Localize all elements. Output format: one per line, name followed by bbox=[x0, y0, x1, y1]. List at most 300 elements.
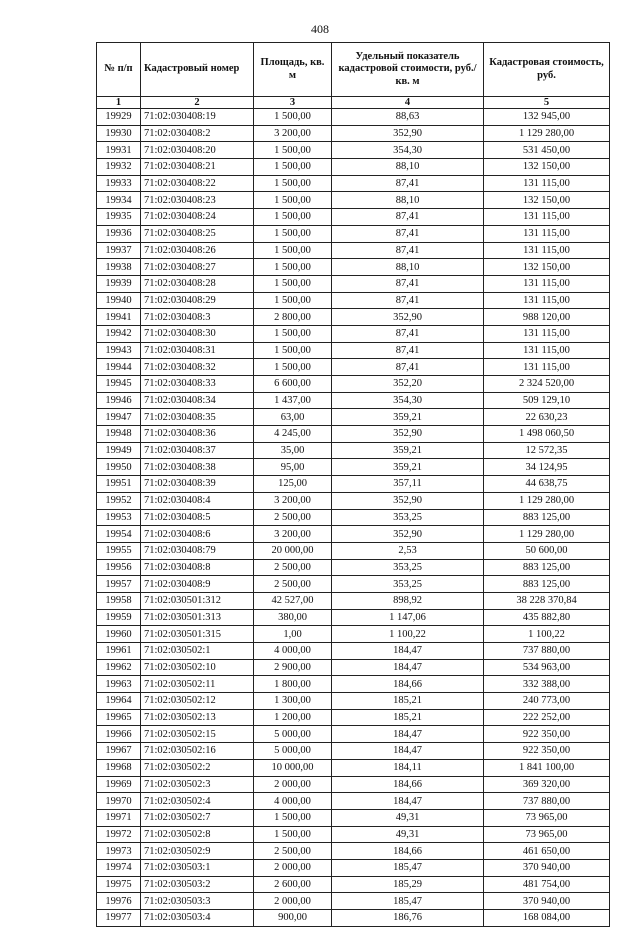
row-number-cell: 19941 bbox=[97, 309, 141, 326]
cadastral-value-cell: 737 880,00 bbox=[484, 793, 610, 810]
table-row bbox=[97, 859, 610, 876]
cadastral-value-cell: 22 630,23 bbox=[484, 409, 610, 426]
area-cell: 1 500,00 bbox=[254, 175, 332, 192]
cadastral-value-cell: 131 115,00 bbox=[484, 242, 610, 259]
cadastral-value-table bbox=[96, 42, 610, 927]
table-row bbox=[97, 809, 610, 826]
table-row bbox=[97, 142, 610, 159]
specific-value-cell: 49,31 bbox=[332, 809, 484, 826]
cadastral-number-cell: 71:02:030408:79 bbox=[141, 542, 254, 559]
cadastral-value-cell: 131 115,00 bbox=[484, 225, 610, 242]
specific-value-cell: 352,90 bbox=[332, 309, 484, 326]
table-row bbox=[97, 526, 610, 543]
row-number-cell: 19929 bbox=[97, 109, 141, 126]
table-row bbox=[97, 376, 610, 393]
cadastral-number-cell: 71:02:030503:4 bbox=[141, 910, 254, 927]
row-number-cell: 19951 bbox=[97, 476, 141, 493]
specific-value-cell: 898,92 bbox=[332, 592, 484, 609]
specific-value-cell: 87,41 bbox=[332, 209, 484, 226]
cadastral-value-cell: 332 388,00 bbox=[484, 676, 610, 693]
cadastral-number-cell: 71:02:030501:312 bbox=[141, 592, 254, 609]
cadastral-number-cell: 71:02:030502:4 bbox=[141, 793, 254, 810]
cadastral-number-cell: 71:02:030408:5 bbox=[141, 509, 254, 526]
row-number-cell: 19966 bbox=[97, 726, 141, 743]
cadastral-number-cell: 71:02:030408:20 bbox=[141, 142, 254, 159]
area-cell: 2 000,00 bbox=[254, 776, 332, 793]
cadastral-number-cell: 71:02:030502:13 bbox=[141, 709, 254, 726]
specific-value-cell: 359,21 bbox=[332, 409, 484, 426]
row-number-cell: 19963 bbox=[97, 676, 141, 693]
row-number-cell: 19938 bbox=[97, 259, 141, 276]
table-row bbox=[97, 359, 610, 376]
specific-value-cell: 87,41 bbox=[332, 275, 484, 292]
specific-value-cell: 88,63 bbox=[332, 109, 484, 126]
row-number-cell: 19952 bbox=[97, 492, 141, 509]
header-cadastral-number: Кадастровый номер bbox=[141, 43, 254, 97]
row-number-cell: 19974 bbox=[97, 859, 141, 876]
cadastral-value-cell: 73 965,00 bbox=[484, 809, 610, 826]
cadastral-value-cell: 34 124,95 bbox=[484, 459, 610, 476]
cadastral-value-cell: 1 129 280,00 bbox=[484, 492, 610, 509]
cadastral-number-cell: 71:02:030408:2 bbox=[141, 125, 254, 142]
header-row-number: № п/п bbox=[97, 43, 141, 97]
column-number: 2 bbox=[141, 97, 254, 109]
specific-value-cell: 352,90 bbox=[332, 492, 484, 509]
row-number-cell: 19947 bbox=[97, 409, 141, 426]
cadastral-number-cell: 71:02:030408:9 bbox=[141, 576, 254, 593]
specific-value-cell: 352,90 bbox=[332, 526, 484, 543]
row-number-cell: 19965 bbox=[97, 709, 141, 726]
specific-value-cell: 87,41 bbox=[332, 342, 484, 359]
specific-value-cell: 359,21 bbox=[332, 459, 484, 476]
row-number-cell: 19960 bbox=[97, 626, 141, 643]
cadastral-value-cell: 370 940,00 bbox=[484, 859, 610, 876]
row-number-cell: 19932 bbox=[97, 159, 141, 176]
area-cell: 1 500,00 bbox=[254, 359, 332, 376]
cadastral-number-cell: 71:02:030408:24 bbox=[141, 209, 254, 226]
area-cell: 2 600,00 bbox=[254, 876, 332, 893]
cadastral-number-cell: 71:02:030502:3 bbox=[141, 776, 254, 793]
table-row bbox=[97, 392, 610, 409]
row-number-cell: 19961 bbox=[97, 643, 141, 660]
row-number-cell: 19976 bbox=[97, 893, 141, 910]
specific-value-cell: 353,25 bbox=[332, 559, 484, 576]
table-row bbox=[97, 292, 610, 309]
cadastral-number-cell: 71:02:030408:32 bbox=[141, 359, 254, 376]
specific-value-cell: 1 100,22 bbox=[332, 626, 484, 643]
row-number-cell: 19934 bbox=[97, 192, 141, 209]
cadastral-value-cell: 131 115,00 bbox=[484, 209, 610, 226]
cadastral-number-cell: 71:02:030503:1 bbox=[141, 859, 254, 876]
row-number-cell: 19937 bbox=[97, 242, 141, 259]
specific-value-cell: 184,47 bbox=[332, 726, 484, 743]
table-row bbox=[97, 175, 610, 192]
cadastral-number-cell: 71:02:030408:3 bbox=[141, 309, 254, 326]
header-cadastral-value: Кадастровая стоимость, руб. bbox=[484, 43, 610, 97]
table-row bbox=[97, 759, 610, 776]
table-row bbox=[97, 643, 610, 660]
table-row bbox=[97, 843, 610, 860]
cadastral-value-cell: 131 115,00 bbox=[484, 275, 610, 292]
table-row bbox=[97, 910, 610, 927]
column-number: 4 bbox=[332, 97, 484, 109]
area-cell: 6 600,00 bbox=[254, 376, 332, 393]
cadastral-value-cell: 131 115,00 bbox=[484, 175, 610, 192]
specific-value-cell: 186,76 bbox=[332, 910, 484, 927]
specific-value-cell: 352,90 bbox=[332, 426, 484, 443]
specific-value-cell: 352,90 bbox=[332, 125, 484, 142]
cadastral-value-cell: 1 129 280,00 bbox=[484, 526, 610, 543]
area-cell: 1 500,00 bbox=[254, 142, 332, 159]
table-row bbox=[97, 159, 610, 176]
row-number-cell: 19958 bbox=[97, 592, 141, 609]
cadastral-number-cell: 71:02:030502:12 bbox=[141, 693, 254, 710]
specific-value-cell: 87,41 bbox=[332, 325, 484, 342]
row-number-cell: 19930 bbox=[97, 125, 141, 142]
area-cell: 4 000,00 bbox=[254, 793, 332, 810]
row-number-cell: 19973 bbox=[97, 843, 141, 860]
cadastral-value-cell: 531 450,00 bbox=[484, 142, 610, 159]
area-cell: 2 000,00 bbox=[254, 893, 332, 910]
table-row bbox=[97, 242, 610, 259]
cadastral-number-cell: 71:02:030502:9 bbox=[141, 843, 254, 860]
cadastral-number-cell: 71:02:030408:23 bbox=[141, 192, 254, 209]
row-number-cell: 19940 bbox=[97, 292, 141, 309]
row-number-cell: 19949 bbox=[97, 442, 141, 459]
table-row bbox=[97, 726, 610, 743]
table-row bbox=[97, 626, 610, 643]
cadastral-value-cell: 2 324 520,00 bbox=[484, 376, 610, 393]
row-number-cell: 19954 bbox=[97, 526, 141, 543]
table-row bbox=[97, 576, 610, 593]
area-cell: 10 000,00 bbox=[254, 759, 332, 776]
row-number-cell: 19945 bbox=[97, 376, 141, 393]
cadastral-number-cell: 71:02:030408:37 bbox=[141, 442, 254, 459]
row-number-cell: 19946 bbox=[97, 392, 141, 409]
table-row bbox=[97, 542, 610, 559]
table-row bbox=[97, 876, 610, 893]
cadastral-number-cell: 71:02:030408:36 bbox=[141, 426, 254, 443]
specific-value-cell: 185,29 bbox=[332, 876, 484, 893]
area-cell: 3 200,00 bbox=[254, 125, 332, 142]
cadastral-value-cell: 131 115,00 bbox=[484, 359, 610, 376]
table-row bbox=[97, 409, 610, 426]
area-cell: 380,00 bbox=[254, 609, 332, 626]
cadastral-value-cell: 50 600,00 bbox=[484, 542, 610, 559]
area-cell: 42 527,00 bbox=[254, 592, 332, 609]
cadastral-number-cell: 71:02:030502:11 bbox=[141, 676, 254, 693]
cadastral-value-cell: 44 638,75 bbox=[484, 476, 610, 493]
area-cell: 20 000,00 bbox=[254, 542, 332, 559]
specific-value-cell: 88,10 bbox=[332, 259, 484, 276]
table-row bbox=[97, 793, 610, 810]
row-number-cell: 19968 bbox=[97, 759, 141, 776]
area-cell: 1 500,00 bbox=[254, 242, 332, 259]
area-cell: 1 300,00 bbox=[254, 693, 332, 710]
cadastral-value-cell: 73 965,00 bbox=[484, 826, 610, 843]
area-cell: 2 500,00 bbox=[254, 576, 332, 593]
cadastral-number-cell: 71:02:030408:29 bbox=[141, 292, 254, 309]
cadastral-number-cell: 71:02:030408:33 bbox=[141, 376, 254, 393]
specific-value-cell: 354,30 bbox=[332, 392, 484, 409]
cadastral-value-cell: 883 125,00 bbox=[484, 559, 610, 576]
cadastral-number-cell: 71:02:030501:315 bbox=[141, 626, 254, 643]
specific-value-cell: 357,11 bbox=[332, 476, 484, 493]
table-row bbox=[97, 659, 610, 676]
table-row bbox=[97, 476, 610, 493]
table-row bbox=[97, 676, 610, 693]
specific-value-cell: 184,47 bbox=[332, 643, 484, 660]
specific-value-cell: 354,30 bbox=[332, 142, 484, 159]
cadastral-value-cell: 131 115,00 bbox=[484, 342, 610, 359]
area-cell: 1 500,00 bbox=[254, 826, 332, 843]
cadastral-number-cell: 71:02:030408:28 bbox=[141, 275, 254, 292]
cadastral-value-cell: 461 650,00 bbox=[484, 843, 610, 860]
table-row bbox=[97, 342, 610, 359]
row-number-cell: 19971 bbox=[97, 809, 141, 826]
specific-value-cell: 49,31 bbox=[332, 826, 484, 843]
cadastral-number-cell: 71:02:030408:21 bbox=[141, 159, 254, 176]
cadastral-value-cell: 737 880,00 bbox=[484, 643, 610, 660]
cadastral-value-cell: 132 150,00 bbox=[484, 159, 610, 176]
row-number-cell: 19959 bbox=[97, 609, 141, 626]
cadastral-number-cell: 71:02:030502:15 bbox=[141, 726, 254, 743]
page-number: 408 bbox=[311, 22, 329, 36]
specific-value-cell: 87,41 bbox=[332, 292, 484, 309]
specific-value-cell: 185,47 bbox=[332, 893, 484, 910]
row-number-cell: 19972 bbox=[97, 826, 141, 843]
cadastral-value-cell: 883 125,00 bbox=[484, 576, 610, 593]
area-cell: 1 500,00 bbox=[254, 275, 332, 292]
cadastral-value-cell: 1 498 060,50 bbox=[484, 426, 610, 443]
area-cell: 2 500,00 bbox=[254, 559, 332, 576]
cadastral-number-cell: 71:02:030408:27 bbox=[141, 259, 254, 276]
cadastral-value-cell: 988 120,00 bbox=[484, 309, 610, 326]
cadastral-value-cell: 509 129,10 bbox=[484, 392, 610, 409]
cadastral-number-cell: 71:02:030501:313 bbox=[141, 609, 254, 626]
table-row bbox=[97, 259, 610, 276]
table-row bbox=[97, 693, 610, 710]
table-row bbox=[97, 426, 610, 443]
specific-value-cell: 185,21 bbox=[332, 693, 484, 710]
cadastral-value-cell: 534 963,00 bbox=[484, 659, 610, 676]
row-number-cell: 19944 bbox=[97, 359, 141, 376]
table-row bbox=[97, 109, 610, 126]
area-cell: 1 500,00 bbox=[254, 209, 332, 226]
cadastral-value-cell: 132 150,00 bbox=[484, 192, 610, 209]
area-cell: 4 245,00 bbox=[254, 426, 332, 443]
specific-value-cell: 184,47 bbox=[332, 659, 484, 676]
specific-value-cell: 184,66 bbox=[332, 776, 484, 793]
specific-value-cell: 184,11 bbox=[332, 759, 484, 776]
cadastral-value-cell: 222 252,00 bbox=[484, 709, 610, 726]
specific-value-cell: 87,41 bbox=[332, 225, 484, 242]
row-number-cell: 19964 bbox=[97, 693, 141, 710]
area-cell: 1 800,00 bbox=[254, 676, 332, 693]
area-cell: 1 500,00 bbox=[254, 342, 332, 359]
cadastral-number-cell: 71:02:030502:16 bbox=[141, 743, 254, 760]
area-cell: 3 200,00 bbox=[254, 526, 332, 543]
area-cell: 1 500,00 bbox=[254, 192, 332, 209]
cadastral-number-cell: 71:02:030502:8 bbox=[141, 826, 254, 843]
row-number-cell: 19931 bbox=[97, 142, 141, 159]
cadastral-number-cell: 71:02:030503:3 bbox=[141, 893, 254, 910]
area-cell: 4 000,00 bbox=[254, 643, 332, 660]
cadastral-value-cell: 1 841 100,00 bbox=[484, 759, 610, 776]
cadastral-number-cell: 71:02:030408:30 bbox=[141, 325, 254, 342]
row-number-cell: 19970 bbox=[97, 793, 141, 810]
cadastral-value-cell: 132 945,00 bbox=[484, 109, 610, 126]
row-number-cell: 19950 bbox=[97, 459, 141, 476]
cadastral-value-cell: 132 150,00 bbox=[484, 259, 610, 276]
area-cell: 1 500,00 bbox=[254, 259, 332, 276]
row-number-cell: 19956 bbox=[97, 559, 141, 576]
cadastral-value-cell: 369 320,00 bbox=[484, 776, 610, 793]
row-number-cell: 19948 bbox=[97, 426, 141, 443]
column-number: 5 bbox=[484, 97, 610, 109]
area-cell: 2 500,00 bbox=[254, 509, 332, 526]
table-row bbox=[97, 442, 610, 459]
table-row bbox=[97, 309, 610, 326]
table-row bbox=[97, 826, 610, 843]
specific-value-cell: 87,41 bbox=[332, 359, 484, 376]
area-cell: 900,00 bbox=[254, 910, 332, 927]
cadastral-value-cell: 38 228 370,84 bbox=[484, 592, 610, 609]
cadastral-number-cell: 71:02:030502:2 bbox=[141, 759, 254, 776]
row-number-cell: 19936 bbox=[97, 225, 141, 242]
area-cell: 1 500,00 bbox=[254, 159, 332, 176]
table-row bbox=[97, 592, 610, 609]
area-cell: 1 500,00 bbox=[254, 109, 332, 126]
header-area: Площадь, кв. м bbox=[254, 43, 332, 97]
row-number-cell: 19942 bbox=[97, 325, 141, 342]
area-cell: 2 000,00 bbox=[254, 859, 332, 876]
cadastral-number-cell: 71:02:030503:2 bbox=[141, 876, 254, 893]
cadastral-value-cell: 131 115,00 bbox=[484, 292, 610, 309]
area-cell: 63,00 bbox=[254, 409, 332, 426]
specific-value-cell: 353,25 bbox=[332, 576, 484, 593]
cadastral-number-cell: 71:02:030408:6 bbox=[141, 526, 254, 543]
area-cell: 1 500,00 bbox=[254, 292, 332, 309]
table-row bbox=[97, 743, 610, 760]
cadastral-value-cell: 1 129 280,00 bbox=[484, 125, 610, 142]
column-number-row bbox=[97, 97, 610, 109]
cadastral-number-cell: 71:02:030408:19 bbox=[141, 109, 254, 126]
table-row bbox=[97, 125, 610, 142]
area-cell: 2 800,00 bbox=[254, 309, 332, 326]
area-cell: 95,00 bbox=[254, 459, 332, 476]
specific-value-cell: 353,25 bbox=[332, 509, 484, 526]
cadastral-number-cell: 71:02:030502:7 bbox=[141, 809, 254, 826]
row-number-cell: 19957 bbox=[97, 576, 141, 593]
cadastral-number-cell: 71:02:030502:10 bbox=[141, 659, 254, 676]
specific-value-cell: 352,20 bbox=[332, 376, 484, 393]
area-cell: 1,00 bbox=[254, 626, 332, 643]
table-row bbox=[97, 509, 610, 526]
cadastral-value-cell: 922 350,00 bbox=[484, 726, 610, 743]
area-cell: 35,00 bbox=[254, 442, 332, 459]
cadastral-number-cell: 71:02:030408:22 bbox=[141, 175, 254, 192]
area-cell: 1 200,00 bbox=[254, 709, 332, 726]
row-number-cell: 19939 bbox=[97, 275, 141, 292]
cadastral-number-cell: 71:02:030408:4 bbox=[141, 492, 254, 509]
table-row bbox=[97, 559, 610, 576]
area-cell: 1 500,00 bbox=[254, 325, 332, 342]
row-number-cell: 19955 bbox=[97, 542, 141, 559]
cadastral-value-cell: 12 572,35 bbox=[484, 442, 610, 459]
table-row bbox=[97, 609, 610, 626]
row-number-cell: 19943 bbox=[97, 342, 141, 359]
cadastral-number-cell: 71:02:030408:35 bbox=[141, 409, 254, 426]
specific-value-cell: 88,10 bbox=[332, 192, 484, 209]
header-specific-value: Удельный показатель кадастровой стоимости, руб./кв. м bbox=[332, 43, 484, 97]
area-cell: 1 500,00 bbox=[254, 225, 332, 242]
cadastral-value-cell: 168 084,00 bbox=[484, 910, 610, 927]
area-cell: 5 000,00 bbox=[254, 726, 332, 743]
table-row bbox=[97, 275, 610, 292]
table-row bbox=[97, 225, 610, 242]
area-cell: 2 900,00 bbox=[254, 659, 332, 676]
area-cell: 1 437,00 bbox=[254, 392, 332, 409]
row-number-cell: 19967 bbox=[97, 743, 141, 760]
cadastral-value-cell: 481 754,00 bbox=[484, 876, 610, 893]
specific-value-cell: 184,66 bbox=[332, 843, 484, 860]
row-number-cell: 19962 bbox=[97, 659, 141, 676]
area-cell: 2 500,00 bbox=[254, 843, 332, 860]
table-header-row bbox=[97, 43, 610, 97]
cadastral-number-cell: 71:02:030408:39 bbox=[141, 476, 254, 493]
specific-value-cell: 185,21 bbox=[332, 709, 484, 726]
cadastral-value-cell: 131 115,00 bbox=[484, 325, 610, 342]
specific-value-cell: 87,41 bbox=[332, 242, 484, 259]
cadastral-number-cell: 71:02:030408:25 bbox=[141, 225, 254, 242]
table-row bbox=[97, 209, 610, 226]
row-number-cell: 19977 bbox=[97, 910, 141, 927]
area-cell: 5 000,00 bbox=[254, 743, 332, 760]
table-row bbox=[97, 192, 610, 209]
cadastral-number-cell: 71:02:030408:34 bbox=[141, 392, 254, 409]
cadastral-value-cell: 883 125,00 bbox=[484, 509, 610, 526]
specific-value-cell: 87,41 bbox=[332, 175, 484, 192]
cadastral-value-cell: 370 940,00 bbox=[484, 893, 610, 910]
area-cell: 1 500,00 bbox=[254, 809, 332, 826]
cadastral-value-cell: 435 882,80 bbox=[484, 609, 610, 626]
specific-value-cell: 185,47 bbox=[332, 859, 484, 876]
specific-value-cell: 184,47 bbox=[332, 793, 484, 810]
column-number: 1 bbox=[97, 97, 141, 109]
row-number-cell: 19975 bbox=[97, 876, 141, 893]
column-number: 3 bbox=[254, 97, 332, 109]
specific-value-cell: 88,10 bbox=[332, 159, 484, 176]
specific-value-cell: 184,66 bbox=[332, 676, 484, 693]
row-number-cell: 19935 bbox=[97, 209, 141, 226]
table-row bbox=[97, 893, 610, 910]
specific-value-cell: 359,21 bbox=[332, 442, 484, 459]
table-row bbox=[97, 459, 610, 476]
area-cell: 3 200,00 bbox=[254, 492, 332, 509]
cadastral-number-cell: 71:02:030408:8 bbox=[141, 559, 254, 576]
table-row bbox=[97, 776, 610, 793]
specific-value-cell: 1 147,06 bbox=[332, 609, 484, 626]
row-number-cell: 19969 bbox=[97, 776, 141, 793]
cadastral-number-cell: 71:02:030502:1 bbox=[141, 643, 254, 660]
cadastral-number-cell: 71:02:030408:38 bbox=[141, 459, 254, 476]
row-number-cell: 19953 bbox=[97, 509, 141, 526]
area-cell: 125,00 bbox=[254, 476, 332, 493]
specific-value-cell: 184,47 bbox=[332, 743, 484, 760]
cadastral-value-cell: 1 100,22 bbox=[484, 626, 610, 643]
cadastral-value-cell: 240 773,00 bbox=[484, 693, 610, 710]
